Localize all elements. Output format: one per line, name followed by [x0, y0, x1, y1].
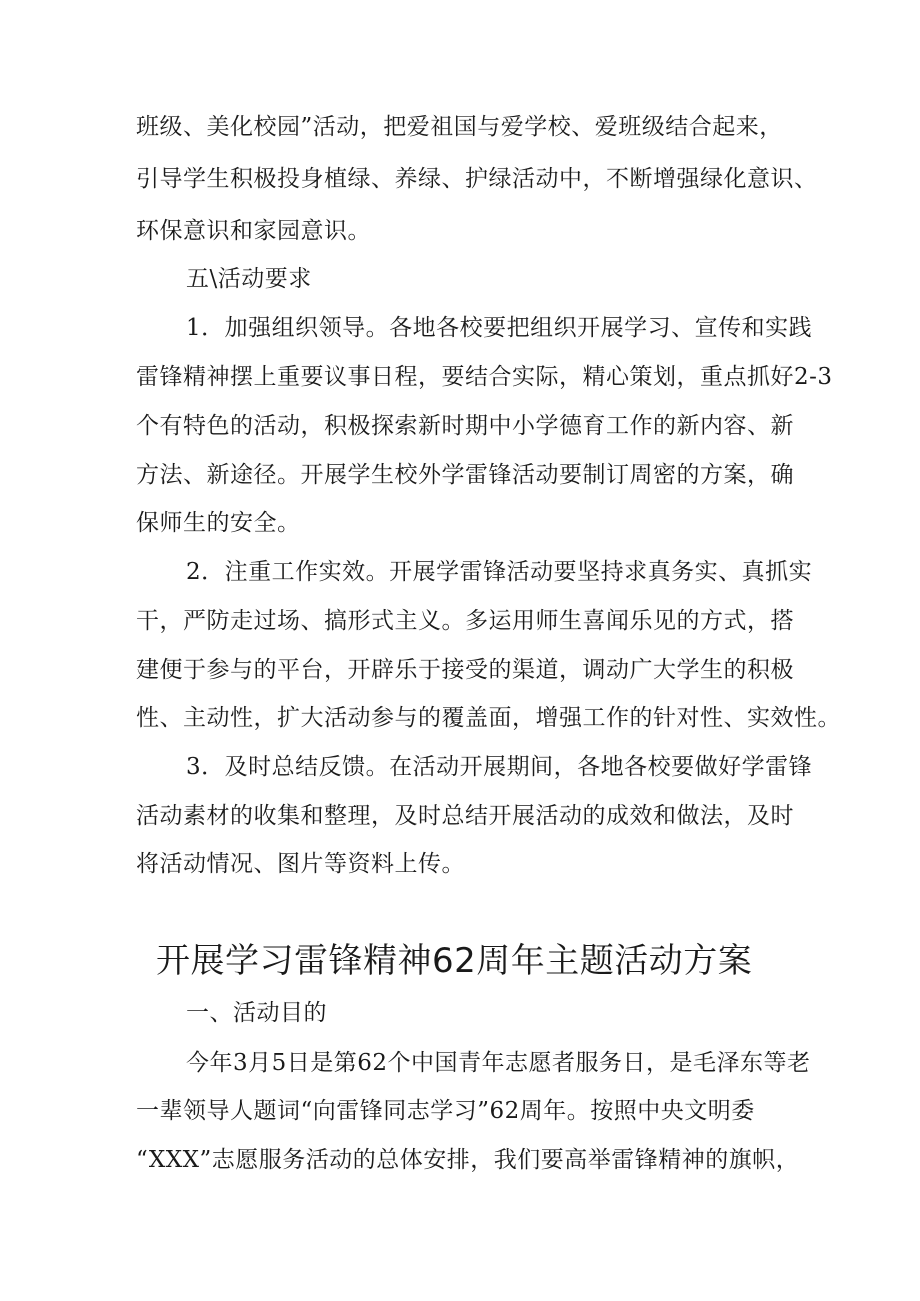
paragraph-line: 建便于参与的平台，开辟乐于接受的渠道，调动广大学生的积极 [136, 657, 794, 683]
paragraph-line: 活动素材的收集和整理，及时总结开展活动的成效和做法，及时 [136, 803, 794, 829]
paragraph-line: 保师生的安全。 [136, 510, 301, 536]
paragraph-line: “XXX”志愿服务活动的总体安排，我们要高举雷锋精神的旗帜， [136, 1147, 800, 1173]
paragraph-line: 一辈领导人题词“向雷锋同志学习”62周年。按照中央文明委 [136, 1098, 755, 1124]
paragraph-line: 2．注重工作实效。开展学雷锋活动要坚持求真务实、真抓实 [186, 559, 813, 585]
paragraph-line: 性、主动性，扩大活动参与的覆盖面，增强工作的针对性、实效性。 [136, 705, 841, 731]
paragraph-line: 3．及时总结反馈。在活动开展期间，各地各校要做好学雷锋 [186, 754, 813, 780]
section-heading: 一、活动目的 [186, 1000, 327, 1026]
paragraph-line: 将活动情况、图片等资料上传。 [136, 851, 465, 877]
paragraph-line: 引导学生积极投身植绿、养绿、护绿活动中，不断增强绿化意识、 [136, 166, 818, 192]
paragraph-line: 环保意识和家园意识。 [136, 218, 371, 244]
section-heading: 五\活动要求 [186, 266, 312, 292]
paragraph-line: 今年3月5日是第62个中国青年志愿者服务日，是毛泽东等老 [186, 1050, 811, 1076]
paragraph-line: 1．加强组织领导。各地各校要把组织开展学习、宣传和实践 [186, 315, 813, 341]
paragraph-line: 方法、新途径。开展学生校外学雷锋活动要制订周密的方案，确 [136, 462, 794, 488]
paragraph-line: 雷锋精神摆上重要议事日程，要结合实际，精心策划，重点抓好2-3 [136, 364, 833, 390]
document-title: 开展学习雷锋精神62周年主题活动方案 [156, 941, 753, 981]
paragraph-line: 个有特色的活动，积极探索新时期中小学德育工作的新内容、新 [136, 413, 794, 439]
paragraph-line: 干，严防走过场、搞形式主义。多运用师生喜闻乐见的方式，搭 [136, 608, 794, 634]
paragraph-line: 班级、美化校园”活动，把爱祖国与爱学校、爱班级结合起来， [136, 114, 783, 140]
